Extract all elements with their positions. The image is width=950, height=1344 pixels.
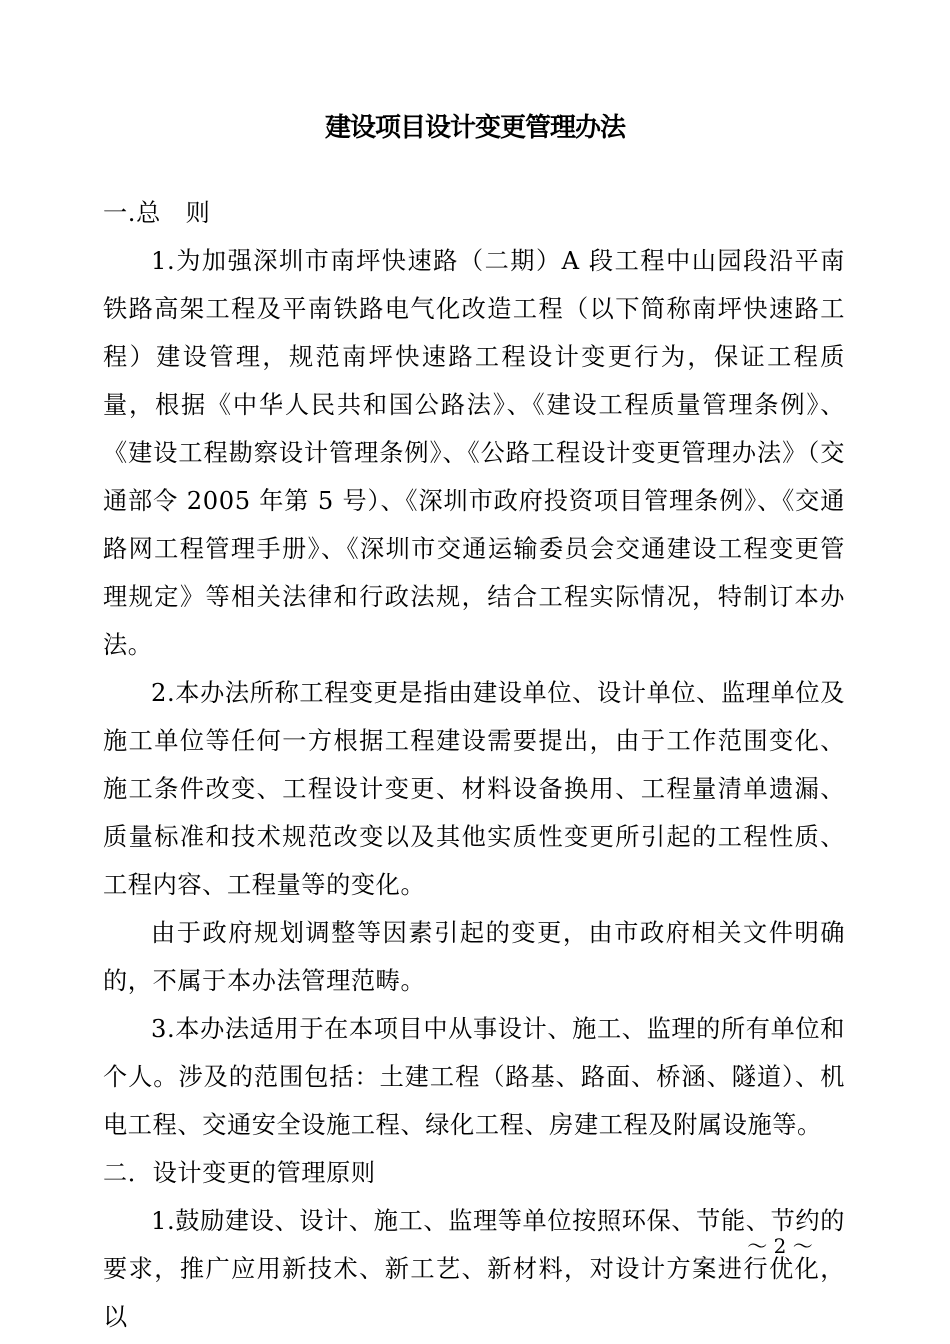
paragraph-1-2-note: 由于政府规划调整等因素引起的变更，由市政府相关文件明确的，不属于本办法管理范畴。: [103, 919, 845, 995]
document-title: 建设项目设计变更管理办法: [324, 113, 625, 143]
section-heading-principles: 二．设计变更的管理原则: [103, 1159, 376, 1187]
document-body: [103, 189, 845, 1341]
section-heading-general: 一.总 则: [103, 199, 211, 227]
page-number: ～ 2 ～: [747, 1234, 813, 1258]
paragraph-1-2: 2.本办法所称工程变更是指由建设单位、设计单位、监理单位及施工单位等任何一方根据工程建设需要提出，由于工作范围变化、施工条件改变、工程设计变更、材料设备换用、工程量清单遗漏、质量标准和技术规范改变以及其他实质性变更所引起的工程性质、工程内容、工程量等的变化。: [103, 679, 845, 899]
paragraph-1-1: 1.为加强深圳市南坪快速路（二期）A 段工程中山园段沿平南铁路高架工程及平南铁路电气化改造工程（以下简称南坪快速路工程）建设管理，规范南坪快速路工程设计变更行为，保证工程质量，根据《中华人民共和国公路法》、《建设工程质量管理条例》、《建设工程勘察设计管理条例》、《公路工程设计变更管理办法》（交通部令 2005 年第 5 号）、《深圳市政府投资项目管理条例》、《交通路网工程管理手册》、《深圳市交通运输委员会交通建设工程变更管理规定》等相关法律和行政法规，结合工程实际情况，特制订本办法。: [103, 247, 845, 659]
paragraph-2-1: 1.鼓励建设、设计、施工、监理等单位按照环保、节能、节约的要求，推广应用新技术、新工艺、新材料，对设计方案进行优化，以: [103, 1207, 845, 1331]
paragraph-1-3: 3.本办法适用于在本项目中从事设计、施工、监理的所有单位和个人。涉及的范围包括：土建工程（路基、路面、桥涵、隧道）、机电工程、交通安全设施工程、绿化工程、房建工程及附属设施等。: [103, 1015, 845, 1139]
